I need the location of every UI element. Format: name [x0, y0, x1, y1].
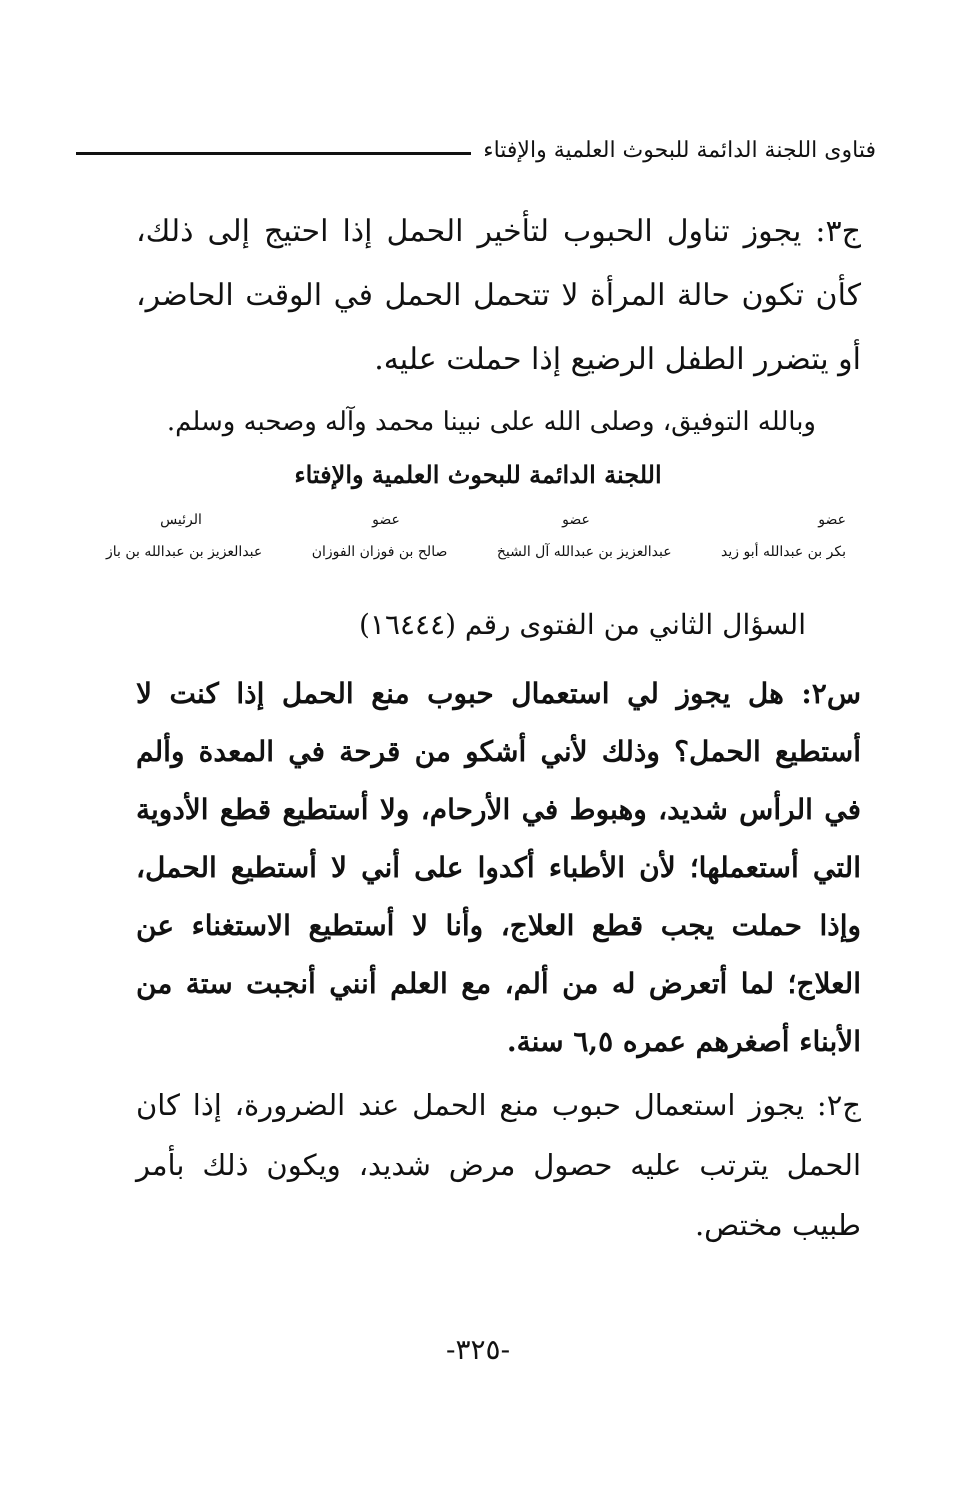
member-role: الرئيس: [160, 512, 202, 528]
header-title: فتاوى اللجنة الدائمة للبحوث العلمية والإفتاء: [483, 138, 876, 163]
committee-names-row: [106, 544, 846, 560]
member-name: عبدالعزيز بن عبدالله آل الشيخ: [496, 544, 672, 560]
member-name: عبدالعزيز بن عبدالله بن باز: [106, 544, 263, 560]
header-rule: [76, 152, 471, 155]
member-role: عضو: [818, 512, 846, 528]
committee-roles-row: [106, 512, 846, 528]
running-header: [76, 138, 876, 163]
fatwa-reference: السؤال الثاني من الفتوى رقم (١٦٤٤٤): [358, 608, 806, 641]
member-name: صالح بن فوزان الفوزان: [311, 544, 448, 560]
member-role: عضو: [372, 512, 400, 528]
closing-formula: وبالله التوفيق، وصلى الله على نبينا محمد وآله وصحبه وسلم.: [166, 407, 816, 437]
member-name: بكر بن عبدالله أبو زيد: [721, 544, 846, 560]
committee-title: اللجنة الدائمة للبحوث العلمية والإفتاء: [294, 460, 662, 489]
answer-2-paragraph: ج٢: يجوز استعمال حبوب منع الحمل عند الضرورة، إذا كان الحمل يترتب عليه حصول مرض شديد، ويكون ذلك بأمر طبيب مختص.: [136, 1088, 861, 1242]
answer-3-paragraph: ج٣: يجوز تناول الحبوب لتأخير الحمل إذا احتيج إلى ذلك، كأن تكون حالة المرأة لا تتحمل الحمل في الوقت الحاضر، أو يتضرر الطفل الرضيع إذا حملت عليه.: [136, 214, 861, 377]
page-number: -٣٢٥-: [445, 1333, 511, 1366]
question-2-paragraph: س٢: هل يجوز لي استعمال حبوب منع الحمل إذا كنت لا أستطيع الحمل؟ وذلك لأني أشكو من قرحة في المعدة وألم في الرأس شديد، وهبوط في الأرحام، ولا أستطيع قطع الأدوية التي أستعملها؛ لأن الأطباء أكدوا على أني لا أستطيع الحمل، وإذا حملت يجب قطع العلاج، وأنا لا أستطيع الاستغناء عن العلاج؛ لما أتعرض له من ألم، مع العلم أنني أنجبت ستة من الأبناء أصغرهم عمره ٦,٥ سنة.: [136, 677, 861, 1058]
member-role: عضو: [562, 512, 590, 528]
